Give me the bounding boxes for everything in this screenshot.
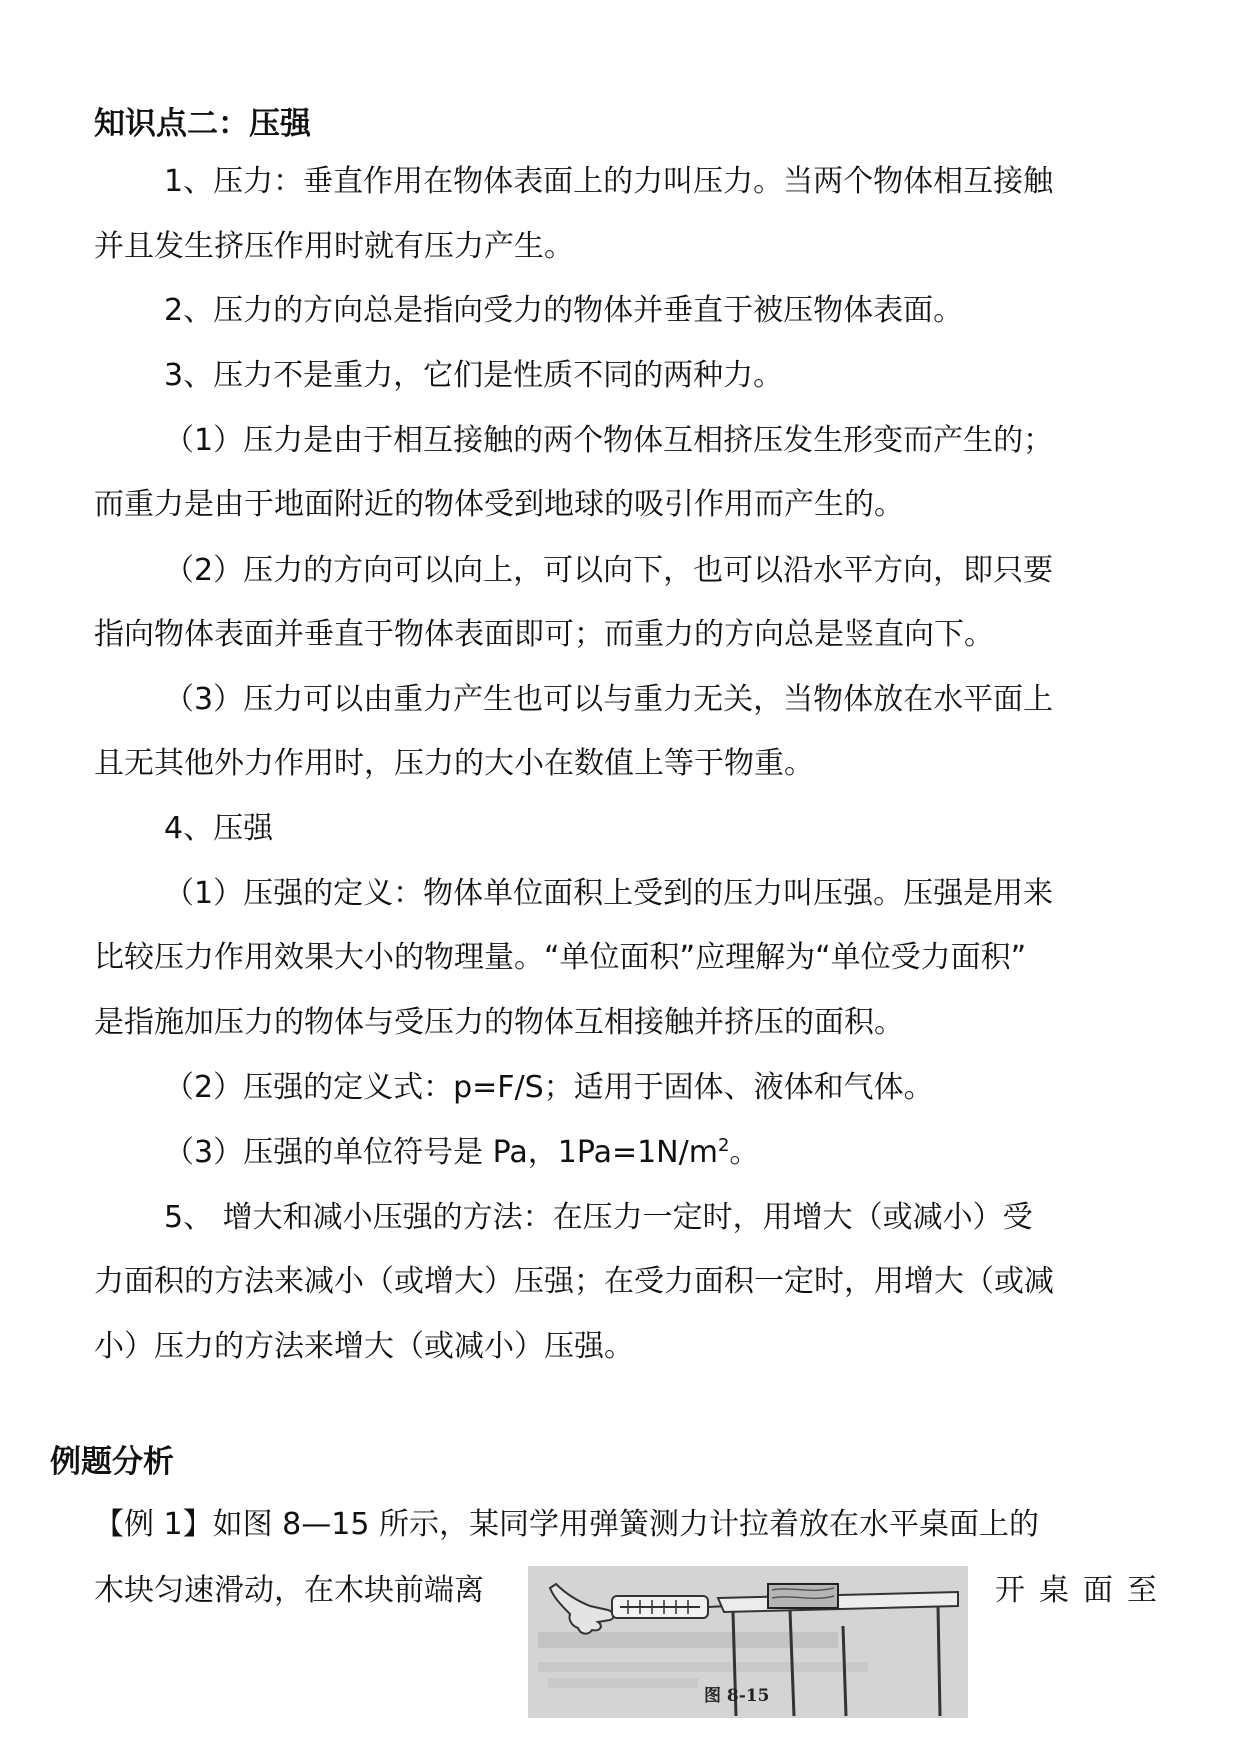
paragraph-line: 比较压力作用效果大小的物理量。“单位面积”应理解为“单位受力面积” <box>94 940 1027 975</box>
paragraph-line: （1）压力是由于相互接触的两个物体互相挤压发生形变而产生的； <box>164 423 1054 458</box>
paragraph-line: （2）压力的方向可以向上，可以向下，也可以沿水平方向，即只要 <box>164 553 1054 588</box>
paragraph-line: 而重力是由于地面附近的物体受到地球的吸引作用而产生的。 <box>94 487 904 522</box>
example-line-continuation: 开桌面至 <box>995 1573 1171 1608</box>
paragraph-line: （3）压力可以由重力产生也可以与重力无关，当物体放在水平面上 <box>164 682 1054 717</box>
paragraph-line: 1、压力：垂直作用在物体表面上的力叫压力。当两个物体相互接触 <box>164 164 1054 199</box>
example-line: 【例 1】如图 8—15 所示，某同学用弹簧测力计拉着放在水平桌面上的 <box>94 1507 1039 1542</box>
figure-8-15 <box>528 1566 968 1718</box>
paragraph-line: 2、压力的方向总是指向受力的物体并垂直于被压物体表面。 <box>164 293 964 328</box>
paragraph-line <box>164 1133 759 1173</box>
paragraph-line: （2）压强的定义式：p=F/S；适用于固体、液体和气体。 <box>164 1070 934 1105</box>
section-title: 知识点二：压强 <box>94 106 311 142</box>
paragraph-line: 且无其他外力作用时，压力的大小在数值上等于物重。 <box>94 746 814 781</box>
formula-text: （3）压强的单位符号是 Pa，1Pa=1N/m <box>164 1135 718 1170</box>
paragraph-line: 指向物体表面并垂直于物体表面即可；而重力的方向总是竖直向下。 <box>94 617 994 652</box>
paragraph-line: 小）压力的方法来增大（或减小）压强。 <box>94 1329 634 1364</box>
paragraph-line: 3、压力不是重力，它们是性质不同的两种力。 <box>164 358 784 393</box>
paragraph-line: 是指施加压力的物体与受压力的物体互相接触并挤压的面积。 <box>94 1005 904 1040</box>
paragraph-line: 5、 增大和减小压强的方法：在压力一定时，用增大（或减小）受 <box>164 1200 1033 1235</box>
figure-caption: 图 8-15 <box>704 1686 770 1706</box>
example-heading: 例题分析 <box>50 1444 174 1480</box>
paragraph-line: （1）压强的定义：物体单位面积上受到的压力叫压强。压强是用来 <box>164 876 1054 911</box>
paragraph-line: 并且发生挤压作用时就有压力产生。 <box>94 229 574 264</box>
superscript: 2 <box>717 1135 730 1156</box>
example-line: 木块匀速滑动，在木块前端离 <box>94 1573 484 1608</box>
paragraph-line: 4、压强 <box>164 811 274 846</box>
paragraph-line: 力面积的方法来减小（或增大）压强；在受力面积一定时，用增大（或减 <box>94 1264 1054 1299</box>
formula-end: 。 <box>729 1135 760 1170</box>
